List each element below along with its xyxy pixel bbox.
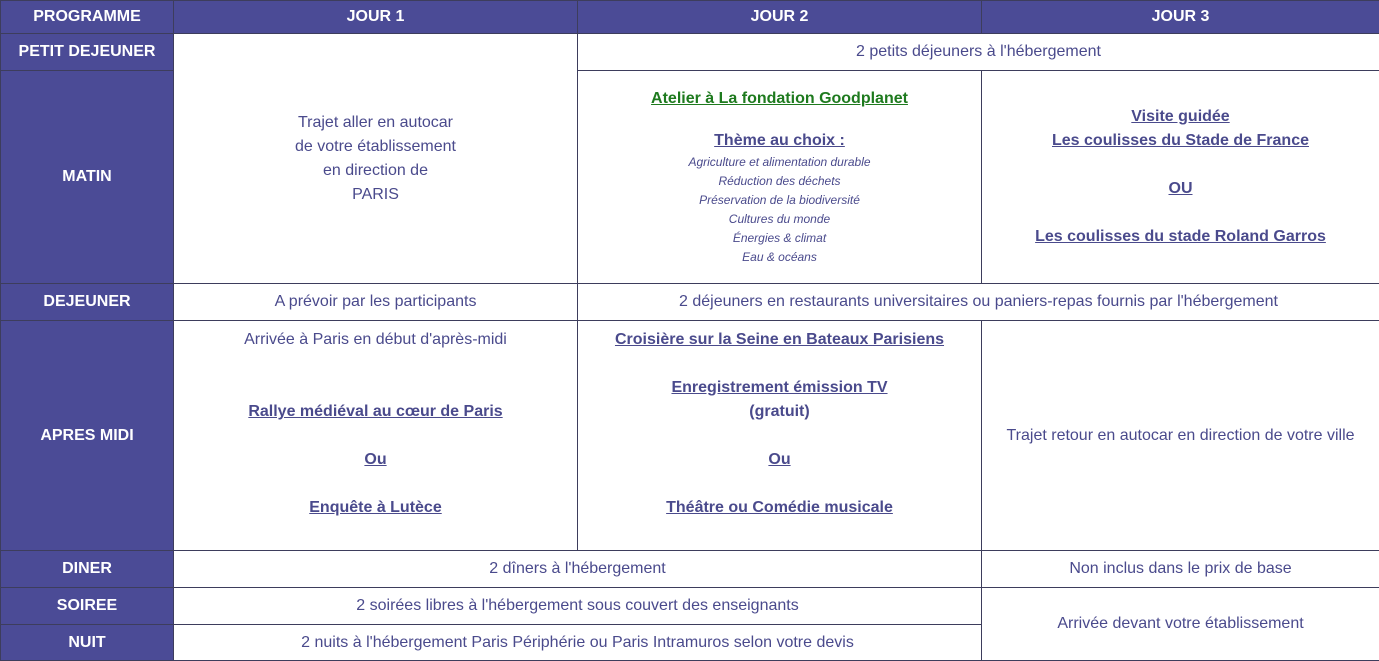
cell-matin-jour-1: [174, 34, 578, 284]
label-nuit: NUIT: [1, 625, 174, 661]
label-dejeuner: DEJEUNER: [1, 284, 174, 321]
goodplanet-atelier-link[interactable]: Atelier à La fondation Goodplanet: [578, 87, 981, 111]
theme-item: Agriculture et alimentation durable: [578, 153, 981, 172]
matin-j1-line-2: de votre établissement: [174, 135, 577, 159]
matin-j1-line-1: Trajet aller en autocar: [174, 111, 577, 135]
cell-diner-jour-3: Non inclus dans le prix de base: [982, 551, 1379, 588]
cell-matin-jour-2: [578, 71, 982, 284]
header-jour-2: JOUR 2: [578, 1, 982, 34]
emission-tv-link[interactable]: Enregistrement émission TV: [578, 376, 981, 400]
visite-guidee-link[interactable]: Visite guidée: [982, 105, 1379, 129]
cell-dejeuner-j23: 2 déjeuners en restaurants universitaires ou paniers-repas fournis par l'hébergement: [578, 284, 1379, 321]
stade-de-france-link[interactable]: Les coulisses du Stade de France: [982, 129, 1379, 153]
roland-garros-link[interactable]: Les coulisses du stade Roland Garros: [982, 225, 1379, 249]
cell-apres-midi-jour-2: [578, 321, 982, 551]
cell-dejeuner-jour-1: A prévoir par les participants: [174, 284, 578, 321]
arrivee-paris: Arrivée à Paris en début d'après-midi: [174, 328, 577, 352]
label-soiree: SOIREE: [1, 588, 174, 625]
gratuit-note: (gratuit): [578, 400, 981, 424]
apres-midi-j1-ou: Ou: [174, 448, 577, 472]
matin-ou: OU: [982, 177, 1379, 201]
theatre-comedie-link[interactable]: Théâtre ou Comédie musicale: [578, 496, 981, 520]
theme-item: Eau & océans: [578, 248, 981, 267]
theme-item: Énergies & climat: [578, 229, 981, 248]
header-programme: PROGRAMME: [1, 1, 174, 34]
header-jour-1: JOUR 1: [174, 1, 578, 34]
matin-j1-line-3: en direction de: [174, 159, 577, 183]
cell-matin-jour-3: [982, 71, 1379, 284]
label-apres-midi: APRES MIDI: [1, 321, 174, 551]
cell-soiree-nuit-jour-3: Arrivée devant votre établissement: [982, 588, 1379, 661]
row-diner: [1, 551, 1379, 588]
row-dejeuner: [1, 284, 1379, 321]
theme-item: Réduction des déchets: [578, 172, 981, 191]
label-petit-dejeuner: PETIT DEJEUNER: [1, 34, 174, 71]
cell-diner-j12: 2 dîners à l'hébergement: [174, 551, 982, 588]
label-matin: MATIN: [1, 71, 174, 284]
matin-j1-line-4: PARIS: [174, 183, 577, 207]
theme-item: Cultures du monde: [578, 210, 981, 229]
cell-apres-midi-jour-1: [174, 321, 578, 551]
label-diner: DINER: [1, 551, 174, 588]
cell-nuit-j12: 2 nuits à l'hébergement Paris Périphérie ou Paris Intramuros selon votre devis: [174, 625, 982, 661]
cell-apres-midi-jour-3: Trajet retour en autocar en direction de votre ville: [982, 321, 1379, 551]
rallye-medieval-link[interactable]: Rallye médiéval au cœur de Paris: [174, 400, 577, 424]
cell-petit-dejeuner-j23: 2 petits déjeuners à l'hébergement: [578, 34, 1379, 71]
cell-soiree-j12: 2 soirées libres à l'hébergement sous couvert des enseignants: [174, 588, 982, 625]
row-soiree: [1, 588, 1379, 625]
apres-midi-j2-ou: Ou: [578, 448, 981, 472]
theme-item: Préservation de la biodiversité: [578, 191, 981, 210]
row-apres-midi: [1, 321, 1379, 551]
header-row: [1, 1, 1379, 34]
enquete-lutece-link[interactable]: Enquête à Lutèce: [174, 496, 577, 520]
header-jour-3: JOUR 3: [982, 1, 1379, 34]
row-petit-dejeuner: [1, 34, 1379, 71]
croisiere-seine-link[interactable]: Croisière sur la Seine en Bateaux Parisiens: [578, 328, 981, 352]
theme-au-choix: Thème au choix :: [578, 129, 981, 153]
